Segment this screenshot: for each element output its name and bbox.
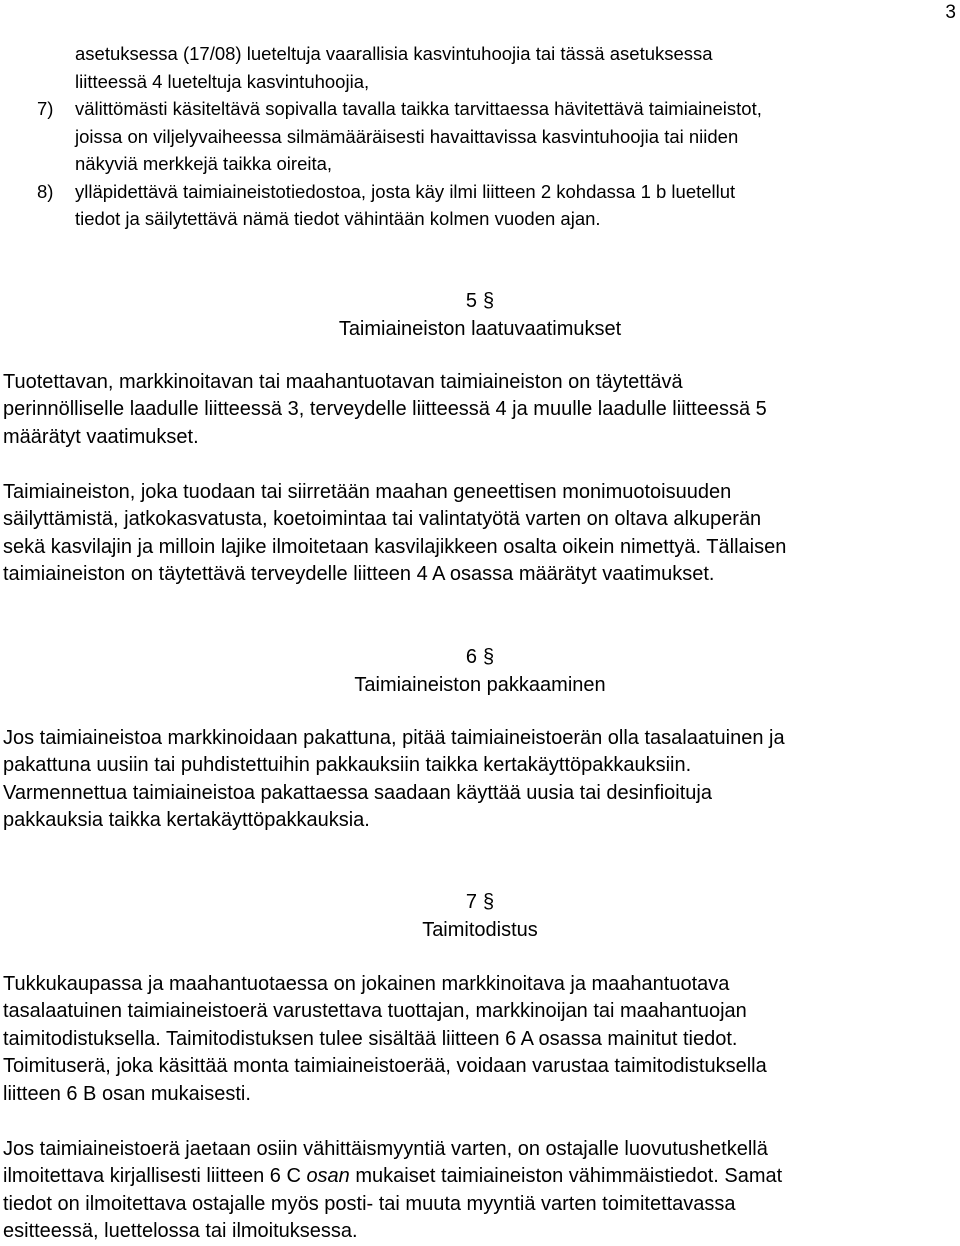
paragraph-line: esitteessä, luettelossa tai ilmoituksessa. bbox=[3, 1220, 358, 1243]
paragraph-line: pakkauksia taikka kertakäyttöpakkauksia. bbox=[3, 809, 370, 832]
paragraph-line bbox=[3, 1163, 953, 1190]
paragraph-line: tasalaatuinen taimiaineistoerä varustettava tuottajan, markkinoijan tai maahantuojan bbox=[3, 1000, 747, 1023]
paragraph-line: taimiaineiston on täytettävä terveydelle liitteen 4 A osassa määrätyt vaatimukset. bbox=[3, 563, 715, 586]
paragraph-line: perinnölliselle laadulle liitteessä 3, terveydelle liitteessä 4 ja muulle laadulle liitteessä 5 bbox=[3, 398, 767, 421]
section-number-value: 6 bbox=[465, 646, 477, 668]
section-6-heading bbox=[0, 643, 960, 699]
section-symbol: § bbox=[483, 290, 495, 312]
section-5-paragraph-1 bbox=[3, 369, 953, 451]
continued-list bbox=[37, 40, 955, 233]
list-item-line: näkyviä merkkejä taikka oireita, bbox=[75, 153, 333, 174]
section-number bbox=[0, 888, 960, 916]
paragraph-line: Varmennettua taimiaineistoa pakattaessa saadaan käyttää uusia tai desinfioituja bbox=[3, 781, 712, 804]
section-symbol: § bbox=[483, 891, 495, 913]
section-5-paragraph-2 bbox=[3, 479, 953, 589]
paragraph-line: tiedot on ilmoitettava ostajalle myös posti- tai muuta myyntiä varten toimitettavassa bbox=[3, 1192, 736, 1215]
section-number bbox=[0, 287, 960, 315]
list-item-7 bbox=[37, 95, 955, 178]
paragraph-line: Tukkukaupassa ja maahantuotaessa on jokainen markkinoitava ja maahantuotava bbox=[3, 973, 730, 995]
paragraph-line: taimitodistuksella. Taimitodistuksen tulee sisältää liitteen 6 A osassa mainitut tiedot. bbox=[3, 1027, 738, 1050]
list-item-line: joissa on viljelyvaiheessa silmämääräisesti havaittavissa kasvintuhoojia tai niiden bbox=[75, 125, 739, 147]
list-item-line: ylläpidettävä taimiaineistotiedostoa, josta käy ilmi liitteen 2 kohdassa 1 b luetellut bbox=[75, 180, 736, 202]
section-5-heading bbox=[0, 287, 960, 343]
paragraph-line: Jos taimiaineistoa markkinoidaan pakattuna, pitää taimiaineistoerän olla tasalaatuinen ja bbox=[3, 727, 785, 749]
list-item-number: 7) bbox=[37, 98, 54, 119]
list-continuation-line: asetuksessa (17/08) lueteltuja vaarallisia kasvintuhoojia tai tässä asetuksessa bbox=[75, 43, 713, 64]
section-title: Taimitodistus bbox=[422, 919, 538, 941]
list-item-line: tiedot ja säilytettävä nämä tiedot vähintään kolmen vuoden ajan. bbox=[75, 208, 601, 229]
paragraph-text: ilmoitettava kirjallisesti liitteen 6 C bbox=[3, 1165, 307, 1188]
section-title: Taimiaineiston pakkaaminen bbox=[354, 674, 606, 696]
list-item-8 bbox=[37, 178, 955, 233]
paragraph-line: sekä kasvilajin ja milloin lajike ilmoitetaan kasvilajikkeen osalta oikein nimettyä. Tällaisen bbox=[3, 535, 787, 558]
italic-term: osan bbox=[306, 1165, 350, 1188]
section-7-heading bbox=[0, 888, 960, 944]
list-item-line: välittömästi käsiteltävä sopivalla tavalla taikka tarvittaessa hävitettävä taimiaineistot, bbox=[75, 98, 762, 119]
paragraph-line: pakattuna uusiin tai puhdistettuihin pakkauksiin taikka kertakäyttöpakkauksiin. bbox=[3, 754, 692, 777]
paragraph-line: määrätyt vaatimukset. bbox=[3, 425, 199, 448]
list-item-number: 8) bbox=[37, 180, 54, 202]
section-number-value: 7 bbox=[465, 891, 477, 913]
section-number-value: 5 bbox=[465, 290, 477, 312]
section-symbol: § bbox=[483, 646, 495, 668]
paragraph-line: liitteen 6 B osan mukaisesti. bbox=[3, 1082, 251, 1105]
section-6-paragraph-1 bbox=[3, 725, 953, 835]
section-title: Taimiaineiston laatuvaatimukset bbox=[338, 318, 622, 340]
page-number: 3 bbox=[945, 2, 956, 23]
paragraph-line: säilyttämistä, jatkokasvatusta, koetoimintaa tai valintatyötä varten on oltava alkuperän bbox=[3, 508, 762, 531]
paragraph-text: mukaiset taimiaineiston vähimmäistiedot. Samat bbox=[349, 1165, 783, 1188]
paragraph-line: Tuotettavan, markkinoitavan tai maahantuotavan taimiaineiston on täytettävä bbox=[3, 371, 683, 393]
paragraph-line: Taimiaineiston, joka tuodaan tai siirretään maahan geneettisen monimuotoisuuden bbox=[3, 481, 732, 503]
section-7-paragraph-1 bbox=[3, 971, 953, 1108]
section-7-paragraph-2 bbox=[3, 1136, 953, 1246]
section-number bbox=[0, 643, 960, 671]
list-continuation-line: liitteessä 4 lueteltuja kasvintuhoojia, bbox=[75, 70, 370, 92]
paragraph-line: Jos taimiaineistoerä jaetaan osiin vähittäismyyntiä varten, on ostajalle luovutushetkellä bbox=[3, 1138, 768, 1160]
paragraph-line: Toimituserä, joka käsittää monta taimiaineistoerää, voidaan varustaa taimitodistuksella bbox=[3, 1055, 767, 1078]
